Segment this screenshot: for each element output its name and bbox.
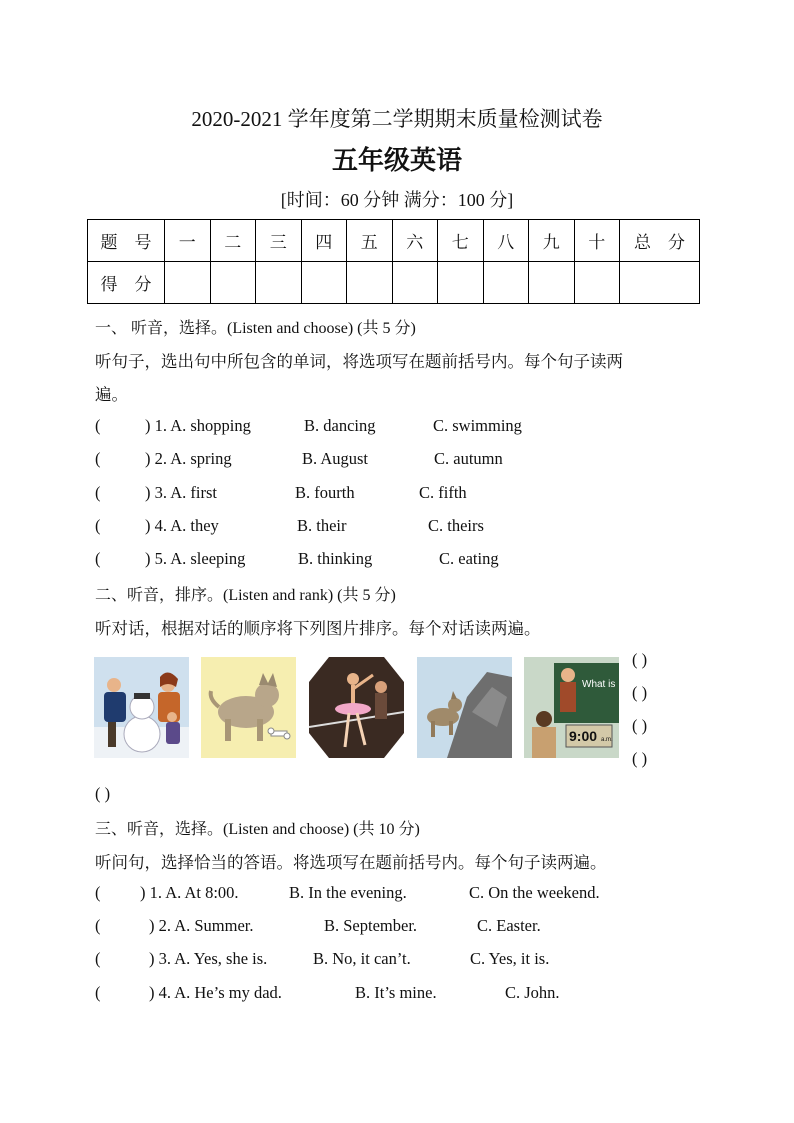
score-cell[interactable] (165, 262, 211, 304)
table-cell: 总 分 (620, 220, 700, 262)
table-cell: 九 (529, 220, 575, 262)
rank-bracket[interactable]: ( ) (632, 749, 648, 768)
table-cell: 题 号 (88, 220, 165, 262)
question-option-c: C. On the weekend. (469, 883, 600, 902)
question-option-a: ) 3. A. Yes, she is. (149, 949, 268, 968)
question-option-b: B. August (302, 449, 369, 468)
score-cell[interactable] (574, 262, 620, 304)
score-cell[interactable] (529, 262, 575, 304)
table-cell: 六 (392, 220, 438, 262)
question-option-b: B. No, it can’t. (313, 949, 411, 968)
answer-bracket-open[interactable]: ( (95, 483, 101, 502)
snowman-family-picture (94, 657, 189, 758)
question-option-a: ) 3. A. first (145, 483, 217, 502)
score-cell[interactable] (392, 262, 438, 304)
score-cell[interactable] (620, 262, 700, 304)
table-cell: 二 (210, 220, 256, 262)
question-option-c: C. Easter. (477, 916, 541, 935)
dog-climbing-picture (417, 657, 512, 758)
table-cell: 五 (347, 220, 393, 262)
question-option-a: ) 2. A. spring (145, 449, 232, 468)
table-cell: 三 (256, 220, 302, 262)
question-option-a: ) 4. A. they (145, 516, 219, 535)
section2-heading: 二、听音，排序。(Listen and rank) (共 5 分) (95, 587, 396, 604)
question-option-c: C. eating (439, 549, 499, 568)
answer-bracket-open[interactable]: ( (95, 916, 101, 935)
question-option-b: B. It’s mine. (355, 983, 437, 1002)
answer-bracket-open[interactable]: ( (95, 516, 101, 535)
table-cell: 八 (483, 220, 529, 262)
ballet-dancer-picture (309, 657, 404, 758)
question-option-b: B. In the evening. (289, 883, 407, 902)
question-option-c: C. swimming (433, 416, 522, 435)
question-option-c: C. Yes, it is. (470, 949, 550, 968)
dog-bone-picture (201, 657, 296, 758)
score-cell[interactable] (347, 262, 393, 304)
rank-bracket[interactable]: ( ) (95, 784, 111, 803)
question-option-a: ) 1. A. shopping (145, 416, 251, 435)
section1-heading: 一、 听音，选择。(Listen and choose) (共 5 分) (95, 320, 416, 337)
blackboard-text: What is (582, 679, 616, 690)
table-cell: 十 (574, 220, 620, 262)
section3-heading: 三、听音，选择。(Listen and choose) (共 10 分) (95, 821, 420, 838)
question-option-b: B. fourth (295, 483, 355, 502)
question-option-c: C. autumn (434, 449, 503, 468)
question-option-b: B. September. (324, 916, 418, 935)
rank-bracket[interactable]: ( ) (632, 716, 648, 735)
score-table-header-row (88, 220, 700, 262)
question-option-b: B. thinking (298, 549, 373, 568)
question-option-b: B. dancing (304, 416, 376, 435)
rank-bracket[interactable]: ( ) (632, 683, 648, 702)
table-cell: 四 (301, 220, 347, 262)
exam-info: [时间：60 分钟 满分：100 分] (280, 190, 514, 210)
answer-bracket-open[interactable]: ( (95, 416, 101, 435)
score-cell[interactable] (210, 262, 256, 304)
question-option-a: ) 2. A. Summer. (149, 916, 254, 935)
answer-bracket-open[interactable]: ( (95, 949, 101, 968)
score-table (87, 219, 700, 304)
question-option-c: C. John. (505, 983, 560, 1002)
answer-bracket-open[interactable]: ( (95, 549, 101, 568)
section2-instruction: 听对话，根据对话的顺序将下列图片排序。每个对话读两遍。 (95, 619, 541, 638)
section1-instruction: 听句子，选出句中所包含的单词，将选项写在题前括号内。每个句子读两 (95, 352, 623, 371)
rank-bracket[interactable]: ( ) (632, 650, 648, 669)
clock-time: 9:00 (569, 728, 598, 744)
question-option-a: ) 4. A. He’s my dad. (149, 983, 282, 1002)
exam-title: 2020-2021 学年度第二学期期末质量检测试卷 (191, 107, 603, 131)
answer-bracket-open[interactable]: ( (95, 449, 101, 468)
question-option-b: B. their (297, 516, 347, 535)
score-cell[interactable] (301, 262, 347, 304)
table-cell: 得 分 (88, 262, 165, 304)
score-cell[interactable] (483, 262, 529, 304)
score-cell[interactable] (256, 262, 302, 304)
subject-title: 五年级英语 (331, 146, 462, 175)
score-table-score-row (88, 262, 700, 304)
classroom-clock-picture (524, 657, 619, 758)
answer-bracket-open[interactable]: ( (95, 983, 101, 1002)
table-cell: 七 (438, 220, 484, 262)
question-option-a: ) 5. A. sleeping (145, 549, 246, 568)
question-option-a: ) 1. A. At 8:00. (140, 883, 239, 902)
table-cell: 一 (165, 220, 211, 262)
clock-ampm: a.m. (601, 737, 613, 743)
score-cell[interactable] (438, 262, 484, 304)
section3-instruction: 听问句，选择恰当的答语。将选项写在题前括号内。每个句子读两遍。 (95, 853, 607, 872)
question-option-c: C. theirs (428, 516, 484, 535)
answer-bracket-open[interactable]: ( (95, 883, 101, 902)
question-option-c: C. fifth (419, 483, 467, 502)
section1-instruction-cont: 遍。 (95, 385, 128, 404)
